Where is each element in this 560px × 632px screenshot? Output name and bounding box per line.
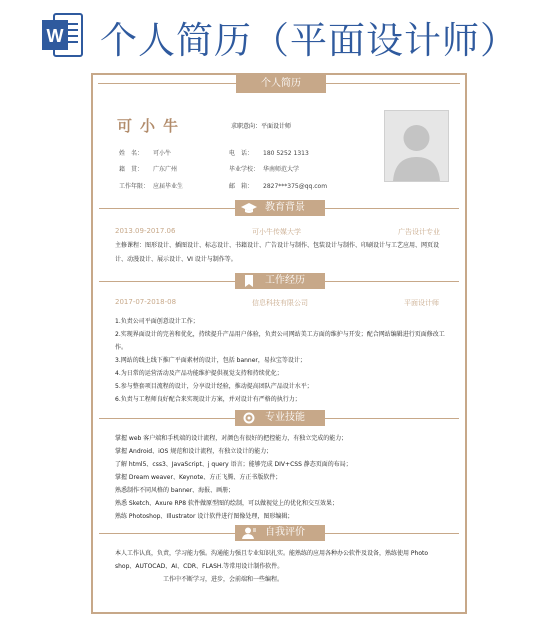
education-courses: 主修课程：图形设计、插图设计、标志设计、书籍设计、广告设计与制作、包装设计与制作、印刷设计与工艺应用、网页设计、动漫设计、展示设计、VI 设计与制作等。	[115, 242, 440, 263]
education-date: 2013.09-2017.06	[115, 227, 176, 235]
info-phone: 电 话： 180 5252 1313	[229, 150, 309, 157]
avatar-silhouette-icon	[385, 111, 448, 181]
work-duties	[115, 315, 450, 406]
list-item: 2.实现界面设计的完善和优化，持续提升产品用户体验，负责公司网站美工方面的维护与开发；配合网站编辑进行页面修改工作。	[115, 331, 445, 351]
page-title: 个人简历（平面设计师）	[100, 19, 518, 62]
section-skills: 专业技能	[93, 410, 465, 426]
info-school: 毕业学校： 华南师范大学	[229, 166, 300, 173]
candidate-name: 可小牛	[117, 117, 187, 135]
resume-title-tab: 个人简历	[236, 74, 326, 93]
resume-paper	[91, 73, 467, 614]
graduation-cap-icon	[241, 202, 257, 214]
info-email: 邮 箱： 2827***375@qq.com	[229, 183, 328, 190]
education-major: 广告设计专业	[398, 228, 440, 236]
list-item: 掌握 Android、iOS 规范和设计流程，有独立设计的能力；	[115, 448, 273, 455]
list-item: 5.参与整套项目流程的设计，分享设计经验，推动提高团队产品设计水平；	[115, 383, 313, 390]
bookmark-icon	[241, 275, 257, 287]
list-item: 了解 html5、css3、JavaScript、j query 语言；能够完成 DIV+CSS 静态页面的布局；	[115, 461, 352, 468]
page-header	[0, 0, 560, 70]
svg-text:W: W	[46, 26, 64, 46]
work-date: 2017-07-2018-08	[115, 298, 177, 306]
list-item: 4.为日常的运营活动及产品功能维护提供视觉支持和持续优化；	[115, 370, 283, 377]
info-hometown: 籍 贯： 广东广州	[119, 166, 178, 173]
work-role: 平面设计师	[404, 299, 439, 307]
self-evaluation-text: 本人工作认真，负责，学习能力强。沟通能力强且专业知识扎实。能熟练的应用各种办公软件及设备，熟练使用 Photo shop、AUTOCAD、AI、CDR、FLASH.等常用设计制作软件。 工作中不断学习，进步，会前端和一些编程。	[115, 550, 429, 583]
profile-photo	[384, 110, 449, 182]
word-logo-icon	[40, 12, 84, 58]
section-education: 教育背景	[93, 200, 465, 216]
list-item: 3.网站的线上线下推广平面素材的设计，包括 banner，易拉宝等设计；	[115, 357, 306, 364]
list-item: 熟练 Photoshop、Illustrator 设计软件进行图像处理，图形编辑；	[115, 513, 294, 520]
section-work: 工作经历	[93, 273, 465, 289]
person-icon	[241, 527, 257, 539]
list-item: 熟悉制作不同风格的 banner、海报、画册；	[115, 487, 235, 494]
list-item: 1.负责公司平面创意设计工作；	[115, 318, 199, 325]
list-item: 掌握 web 客户端和手机端的设计流程，对颜色有很好的把控能力，有独立完成的能力；	[115, 435, 348, 442]
skills-list	[115, 432, 450, 523]
info-years: 工作年限： 应届毕业生	[119, 183, 184, 190]
section-self-evaluation: 自我评价	[93, 525, 465, 541]
list-item: 掌握 Dream weaver、Keynote、方正飞腾、方正书版软件；	[115, 474, 282, 481]
list-item: 熟悉 Sketch、Axure RP8 软件做原型图的绘制，可以做视觉上的优化和交互效果；	[115, 500, 339, 507]
list-item: 6.负责与工程师良好配合来实现设计方案，并对设计有严格的执行力；	[115, 396, 301, 403]
gear-icon	[241, 412, 257, 424]
education-school: 可小牛传媒大学	[252, 228, 301, 236]
work-company: 信息科技有限公司	[252, 299, 308, 307]
info-name: 姓 名： 可小牛	[119, 150, 172, 157]
job-intent: 求职意向：平面设计师	[231, 123, 292, 130]
